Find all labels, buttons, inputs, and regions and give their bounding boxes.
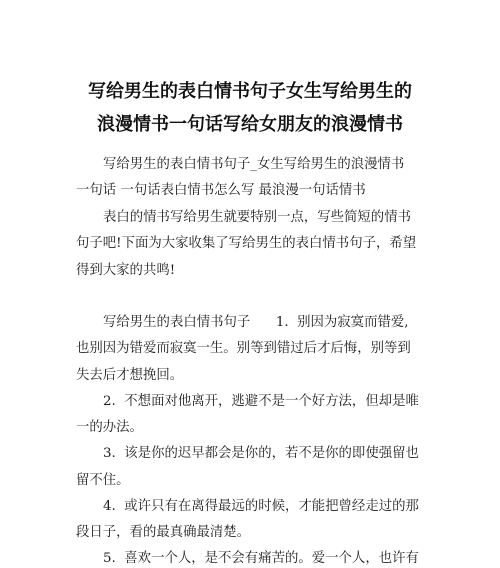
text-line: 4. 或许只有在离得最远的时候，才能把曾经走过的那 [103,499,419,514]
text-line: 一句话 一句话表白情书怎么写 最浪漫一句话情书 [76,183,366,198]
text-line: 句子吧!下面为大家收集了写给男生的表白情书句子，希望 [76,236,417,251]
text-line: 2. 不想面对他离开，逃避不是一个好方法，但却是唯 [103,394,419,409]
text-line: 留不住。 [76,473,130,488]
text-line: 表白的情书写给男生就要特别一点，写些简短的情书 [103,210,411,225]
text-line: 5. 喜欢一个人，是不会有痛苦的。爱一个人，也许有 [103,551,419,566]
text-line: 段日子，看的最真确最清楚。 [76,525,251,540]
text-line: 一的办法。 [76,420,143,435]
text-line: 写给男生的表白情书句子 1. 别因为寂寞而错爱, [103,315,409,330]
document-title-line-2: 浪漫情书一句话写给女朋友的浪漫情书 [97,114,403,135]
text-line: 得到大家的共鸣! [76,263,176,278]
text-line: 也别因为错爱而寂寞一生。别等到错过后才后悔，别等到 [76,341,411,356]
document-title-line-1: 写给男生的表白情书句子女生写给男生的 [88,81,412,102]
text-line: 写给男生的表白情书句子_女生写给男生的浪漫情书 [103,157,405,172]
text-line: 失去后才想挽回。 [76,368,184,383]
text-line: 3. 该是你的迟早都会是你的，若不是你的即使强留也 [103,446,419,461]
